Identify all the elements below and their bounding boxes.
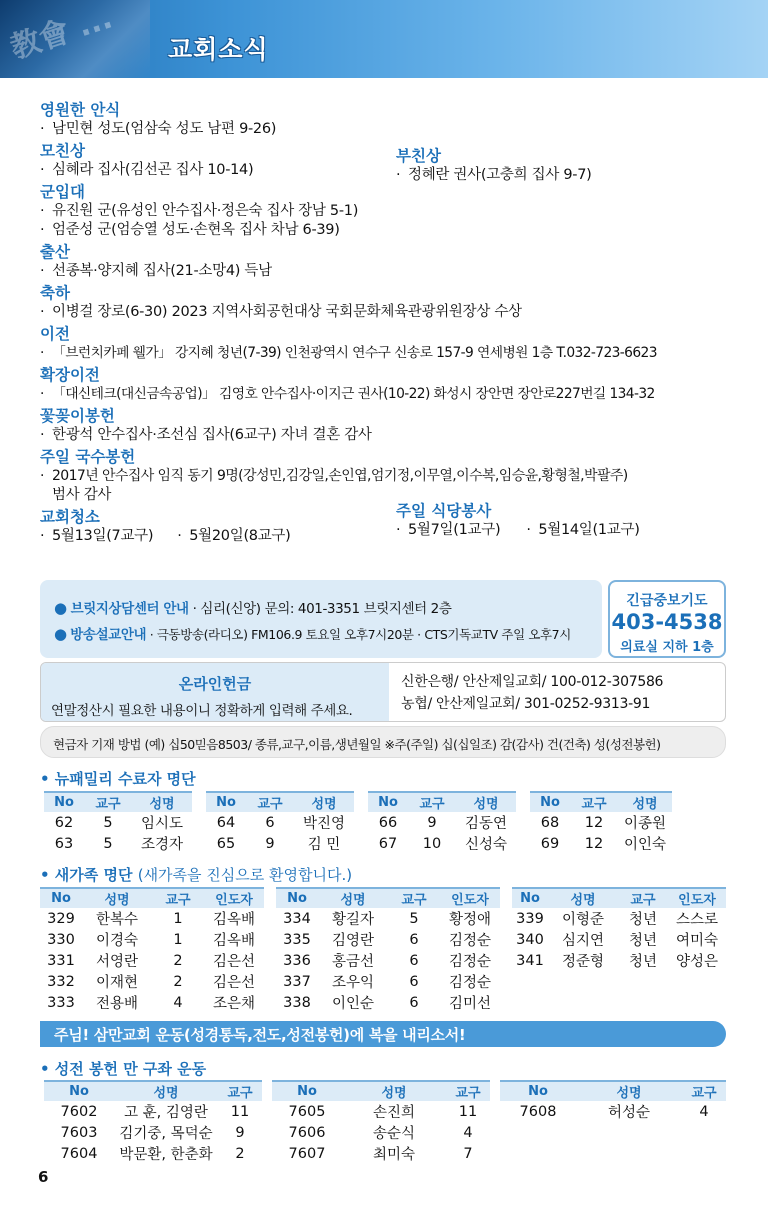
table-row	[40, 950, 264, 971]
table-cell: 김옥배	[212, 912, 256, 928]
table-cell: 4	[699, 1103, 709, 1120]
table-cell: 340	[516, 931, 544, 948]
table-cell: 65	[216, 835, 236, 852]
table-header-cell: 성명	[318, 888, 388, 908]
newfamily-subtitle: (새가족을 진심으로 환영합니다.)	[137, 866, 353, 884]
table-cell: 홍금선	[331, 954, 375, 970]
prayer-location: 의료실 지하 1층	[620, 640, 714, 655]
table-cell: 김은선	[212, 975, 256, 991]
table-header-cell: 성명	[456, 792, 516, 812]
offering-note: 연말정산시 필요한 내용이니 정확하게 입력해 주세요.	[51, 703, 353, 719]
table-cell: 64	[216, 814, 236, 831]
table-cell: 5	[103, 835, 113, 852]
table-header-cell: No	[368, 792, 408, 812]
grads-title: • 뉴패밀리 수료자 명단	[40, 770, 196, 788]
prayer-phone: 403-4538	[611, 610, 723, 634]
name-table	[500, 1080, 726, 1122]
table-cell: 66	[378, 814, 398, 831]
table-row	[368, 833, 516, 854]
table-row	[44, 1122, 262, 1143]
news-item: · 심혜라 집사(김선곤 집사 10-14)	[40, 162, 254, 178]
name-table	[206, 791, 354, 854]
news-item: · 엄준성 군(엄승열 성도·손현옥 집사 차남 6-39)	[40, 222, 340, 238]
table-row	[530, 833, 672, 854]
table-cell: 2	[173, 952, 183, 969]
temple-title: • 성전 봉헌 만 구좌 운동	[40, 1060, 207, 1078]
news-item: · 정혜란 권사(고충희 집사 9-7)	[396, 167, 592, 183]
table-cell: 허성순	[607, 1105, 651, 1121]
table-row	[40, 971, 264, 992]
news-item: · 5월13일(7교구) · 5월20일(8교구)	[40, 528, 291, 544]
urgent-prayer-box	[608, 580, 726, 658]
table-header-cell: No	[276, 888, 318, 908]
table-row	[512, 929, 726, 950]
news-item: · 선종복·양지혜 집사(21-소망4) 득남	[40, 263, 272, 279]
table-header-cell: No	[512, 888, 548, 908]
table-cell: 박진영	[302, 816, 346, 832]
newfamily-title-text: • 새가족 명단	[40, 866, 133, 884]
table-cell: 2	[235, 1145, 245, 1162]
table-header-cell: No	[530, 792, 570, 812]
table-cell: 6	[409, 994, 419, 1011]
table-cell: 청년	[628, 933, 657, 949]
table-row	[276, 971, 500, 992]
table-row	[500, 1101, 726, 1122]
table-cell: 김미선	[448, 996, 492, 1012]
name-table	[44, 1080, 262, 1164]
table-cell: 김정순	[448, 975, 492, 991]
table-cell: 조우익	[331, 975, 375, 991]
table-row	[276, 929, 500, 950]
table-cell: 조은채	[212, 996, 256, 1012]
table-cell: 임시도	[140, 816, 184, 832]
table-cell: 7	[463, 1145, 473, 1162]
table-header-cell: No	[40, 888, 82, 908]
table-cell: 331	[47, 952, 75, 969]
table-cell: 11	[230, 1103, 250, 1120]
table-header-cell: 교구	[446, 1081, 490, 1101]
table-cell: 6	[409, 973, 419, 990]
table-cell: 337	[283, 973, 311, 990]
table-row	[206, 833, 354, 854]
table-cell: 7606	[288, 1124, 326, 1141]
table-cell: 7604	[60, 1145, 98, 1162]
table-cell: 이경숙	[95, 933, 139, 949]
table-row	[276, 908, 500, 929]
table-cell: 1	[173, 931, 183, 948]
table-cell: 이형준	[561, 912, 605, 928]
name-table	[276, 887, 500, 1013]
table-cell: 조경자	[140, 837, 184, 853]
table-cell: 7605	[288, 1103, 326, 1120]
table-cell: 5	[103, 814, 113, 831]
table-cell: 김정순	[448, 933, 492, 949]
news-father	[396, 146, 716, 185]
table-cell: 9	[427, 814, 437, 831]
prayer-title: 긴급중보기도	[626, 593, 708, 609]
table-cell: 63	[54, 835, 74, 852]
table-cell: 62	[54, 814, 74, 831]
bank-account: 신한은행/ 안산제일교회/ 100-012-307586	[401, 674, 664, 690]
table-cell: 336	[283, 952, 311, 969]
table-row	[512, 908, 726, 929]
news-item: · 이병걸 장로(6-30) 2023 지역사회공헌대상 국회문화체육관광위원장상 수상	[40, 304, 522, 320]
table-cell: 전용배	[95, 996, 139, 1012]
table-cell: 10	[422, 835, 442, 852]
table-cell: 12	[584, 835, 604, 852]
offering-accounts	[401, 671, 663, 715]
table-header-cell: 성명	[132, 792, 192, 812]
name-table	[44, 791, 192, 854]
news-item: · 2017년 안수집사 임직 동기 9명(강성민,김강일,손인엽,엄기정,이무열,이수복,임승윤,황형철,박팔주)	[40, 468, 628, 484]
page-header	[0, 0, 768, 78]
header-photo-text: 教會 ...	[6, 0, 117, 67]
table-cell: 이재현	[95, 975, 139, 991]
table-row	[44, 1143, 262, 1164]
table-cell: 이종원	[623, 816, 667, 832]
table-row	[40, 992, 264, 1013]
table-row	[276, 992, 500, 1013]
table-cell: 4	[463, 1124, 473, 1141]
table-header-cell: No	[206, 792, 246, 812]
news-category: 축하	[40, 284, 70, 302]
table-row	[44, 833, 192, 854]
table-header-cell: 교구	[570, 792, 618, 812]
table-cell: 12	[584, 814, 604, 831]
table-header-cell: 교구	[152, 888, 204, 908]
table-header-cell: No	[272, 1081, 342, 1101]
info-row-counseling: ● 브릿지상담센터 안내 · 심리(신앙) 문의: 401-3351 브릿지센터 2층	[54, 599, 452, 617]
table-cell: 341	[516, 952, 544, 969]
table-header-cell: 교구	[408, 792, 456, 812]
name-table	[512, 887, 726, 971]
table-cell: 이인숙	[623, 837, 667, 853]
bank-account: 농협/ 안산제일교회/ 301-0252-9313-91	[401, 696, 651, 712]
table-header-cell: 교구	[246, 792, 294, 812]
table-cell: 한복수	[95, 912, 139, 928]
table-header-cell: 성명	[618, 792, 672, 812]
cash-note: 현금자 기재 방법 (예) 십50믿음8503/ 종류,교구,이름,생년월일 ※주(주일) 십(십일조) 감(감사) 건(건축) 성(성전봉헌)	[40, 726, 726, 758]
table-cell: 정준형	[561, 954, 605, 970]
offering-left	[41, 663, 389, 722]
table-header-cell: 인도자	[440, 888, 500, 908]
table-header-cell: 교구	[84, 792, 132, 812]
table-cell: 2	[173, 973, 183, 990]
news-category: 출산	[40, 243, 70, 261]
table-cell: 6	[265, 814, 275, 831]
header-photo	[0, 0, 150, 78]
table-cell: 김영란	[331, 933, 375, 949]
name-table	[272, 1080, 490, 1164]
table-cell: 334	[283, 910, 311, 927]
table-header-cell: 성명	[114, 1081, 218, 1101]
news-kitchen	[396, 501, 716, 540]
name-table	[368, 791, 516, 854]
table-cell: 68	[540, 814, 560, 831]
table-cell: 양성은	[675, 954, 719, 970]
table-header-cell: 성명	[294, 792, 354, 812]
news-item: · 「대신테크(대신금속공업)」 김영호 안수집사·이지근 권사(10-22) 화성시 장안면 장안로227번길 134-32	[40, 386, 655, 402]
table-header-cell: 교구	[618, 888, 668, 908]
table-cell: 김기중, 목덕순	[119, 1126, 213, 1142]
table-cell: 송순식	[372, 1126, 416, 1142]
table-cell: 329	[47, 910, 75, 927]
table-cell: 332	[47, 973, 75, 990]
table-cell: 손진희	[372, 1105, 416, 1121]
table-cell: 김 민	[307, 837, 341, 853]
table-header-cell: 성명	[342, 1081, 446, 1101]
table-cell: 청년	[628, 912, 657, 928]
news-item: · 남민현 성도(엄삼숙 성도 남편 9-26)	[40, 121, 277, 137]
news-item: 범사 감사	[52, 487, 112, 503]
table-header-cell: 교구	[682, 1081, 726, 1101]
table-cell: 7608	[519, 1103, 557, 1120]
table-cell: 청년	[628, 954, 657, 970]
table-cell: 333	[47, 994, 75, 1011]
table-row	[40, 929, 264, 950]
table-cell: 김정순	[448, 954, 492, 970]
prayer-banner: 주님! 삼만교회 운동(성경통독,전도,성전봉헌)에 복을 내리소서!	[40, 1021, 726, 1047]
table-header-cell: 성명	[576, 1081, 682, 1101]
table-cell: 6	[409, 952, 419, 969]
table-row	[272, 1101, 490, 1122]
table-cell: 9	[265, 835, 275, 852]
table-cell: 황길자	[331, 912, 375, 928]
news-category: 군입대	[40, 183, 85, 201]
table-cell: 338	[283, 994, 311, 1011]
table-row	[44, 812, 192, 833]
table-cell: 7603	[60, 1124, 98, 1141]
table-cell: 11	[458, 1103, 478, 1120]
table-row	[368, 812, 516, 833]
info-row-broadcast: ● 방송설교안내 · 극동방송(라디오) FM106.9 토요일 오후7시20분 · CTS기독교TV 주일 오후7시	[54, 625, 571, 643]
news-category: 확장이전	[40, 366, 100, 384]
table-cell: 서영란	[95, 954, 139, 970]
table-cell: 9	[235, 1124, 245, 1141]
news-category: 주일 국수봉헌	[40, 448, 136, 466]
table-cell: 황정애	[448, 912, 492, 928]
news-category: 교회청소	[40, 508, 100, 526]
table-row	[272, 1143, 490, 1164]
table-row	[44, 1101, 262, 1122]
news-category: 부친상	[396, 147, 441, 165]
news-category: 영원한 안식	[40, 101, 121, 119]
table-cell: 박문환, 한춘화	[119, 1147, 213, 1163]
table-cell: 고 훈, 김영란	[124, 1105, 208, 1121]
table-cell: 김동연	[464, 816, 508, 832]
table-cell: 여미숙	[675, 933, 719, 949]
table-cell: 335	[283, 931, 311, 948]
table-cell: 이인순	[331, 996, 375, 1012]
news-item: · 「브런치카페 웰가」 강지혜 청년(7-39) 인천광역시 연수구 신송로 157-9 연세병원 1층 T.032-723-6623	[40, 345, 657, 361]
table-row	[206, 812, 354, 833]
table-cell: 심지연	[561, 933, 605, 949]
table-header-cell: No	[44, 1081, 114, 1101]
table-row	[530, 812, 672, 833]
table-header-cell: 성명	[82, 888, 152, 908]
table-header-cell: 교구	[218, 1081, 262, 1101]
table-cell: 4	[173, 994, 183, 1011]
table-cell: 신성숙	[464, 837, 508, 853]
table-cell: 김은선	[212, 954, 256, 970]
online-offering	[40, 662, 726, 722]
table-cell: 330	[47, 931, 75, 948]
table-header-cell: 교구	[388, 888, 440, 908]
table-cell: 7607	[288, 1145, 326, 1162]
table-header-cell: 인도자	[204, 888, 264, 908]
table-cell: 5	[409, 910, 419, 927]
news-category: 이전	[40, 325, 70, 343]
table-header-cell: 인도자	[668, 888, 726, 908]
table-cell: 6	[409, 931, 419, 948]
name-table	[530, 791, 672, 854]
news-item: · 유진원 군(유성인 안수집사·정은숙 집사 장남 5-1)	[40, 203, 359, 219]
offering-title: 온라인헌금	[178, 675, 252, 693]
table-row	[40, 908, 264, 929]
table-row	[272, 1122, 490, 1143]
table-cell: 69	[540, 835, 560, 852]
table-cell: 김옥배	[212, 933, 256, 949]
table-row	[512, 950, 726, 971]
news-item: · 한광석 안수집사·조선심 집사(6교구) 자녀 결혼 감사	[40, 427, 372, 443]
news-item: · 5월7일(1교구) · 5월14일(1교구)	[396, 522, 640, 538]
table-header-cell: 성명	[548, 888, 618, 908]
news-category: 모친상	[40, 142, 85, 160]
table-header-cell: No	[44, 792, 84, 812]
news-category: 꽃꽂이봉헌	[40, 407, 115, 425]
table-cell: 7602	[60, 1103, 98, 1120]
table-cell: 스스로	[675, 912, 719, 928]
table-cell: 1	[173, 910, 183, 927]
table-cell: 최미숙	[372, 1147, 416, 1163]
info-box	[40, 580, 602, 658]
page-number: 6	[38, 1168, 49, 1186]
table-row	[276, 950, 500, 971]
table-cell: 67	[378, 835, 398, 852]
name-table	[40, 887, 264, 1013]
page-title: 교회소식	[168, 35, 269, 64]
table-header-cell: No	[500, 1081, 576, 1101]
news-category: 주일 식당봉사	[396, 502, 492, 520]
newfamily-title	[40, 864, 352, 885]
table-cell: 339	[516, 910, 544, 927]
